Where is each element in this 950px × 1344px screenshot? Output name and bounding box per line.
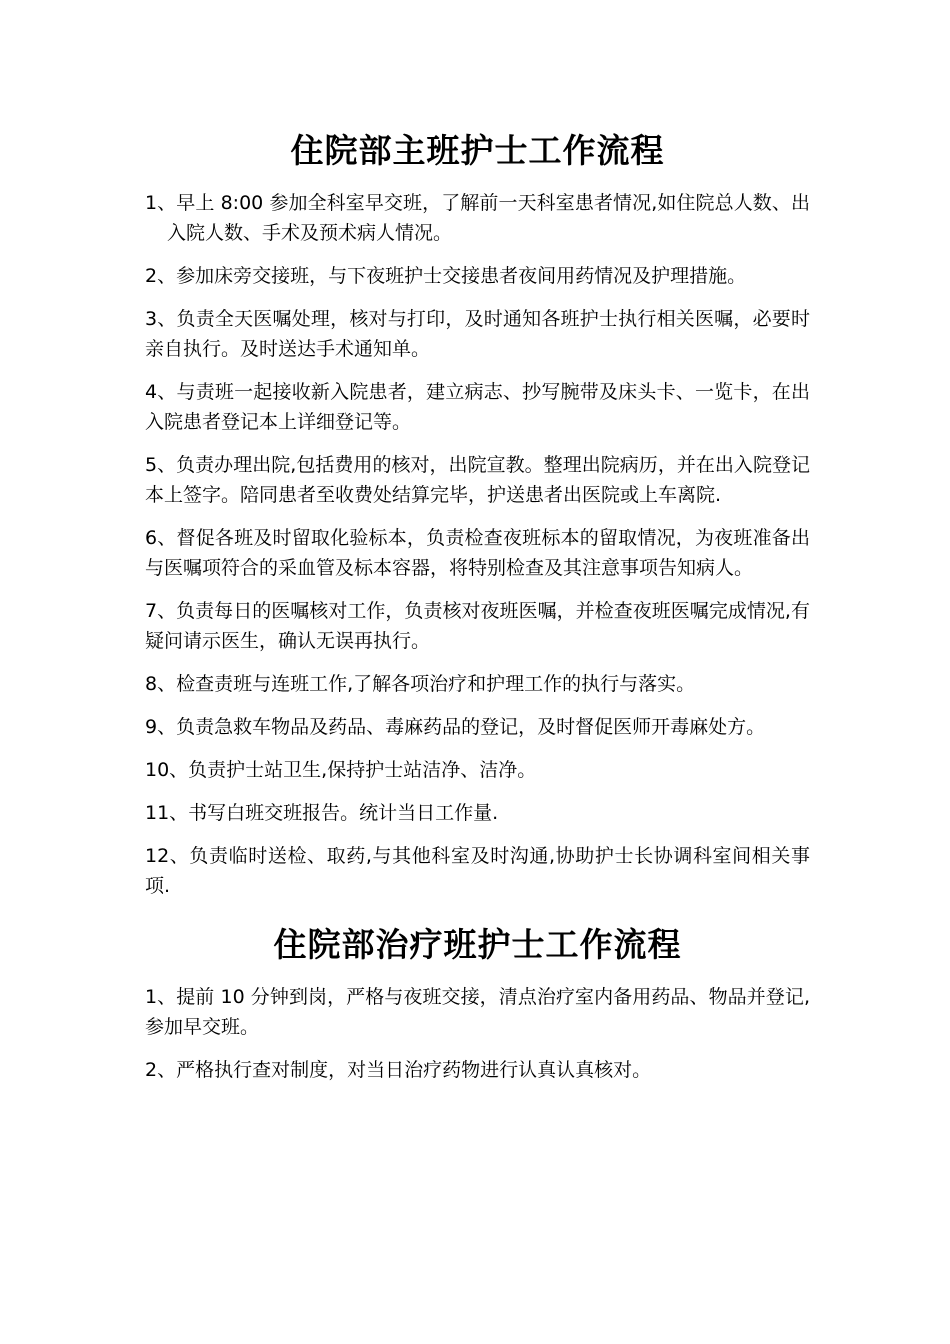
section-title-head-nurse: 住院部主班护士工作流程: [290, 131, 665, 170]
treatment-nurse-duty-list: [145, 982, 810, 1085]
head-nurse-duty-list: [145, 188, 810, 901]
list-item: 1、早上 8:00 参加全科室早交班，了解前一天科室患者情况,如住院总人数、出入院人数、手术及预术病人情况。: [145, 192, 810, 244]
list-item: 2、参加床旁交接班，与下夜班护士交接患者夜间用药情况及护理措施。: [145, 265, 747, 287]
section-title-treatment-nurse: 住院部治疗班护士工作流程: [273, 925, 682, 964]
list-item: 1、提前 10 分钟到岗，严格与夜班交接，清点治疗室内备用药品、物品并登记,参加早交班。: [145, 986, 810, 1038]
list-item: 5、负责办理出院,包括费用的核对，出院宣教。整理出院病历，并在出入院登记本上签字。陪同患者至收费处结算完毕，护送患者出医院或上车离院.: [145, 454, 810, 506]
list-item: 9、负责急救车物品及药品、毒麻药品的登记，及时督促医师开毒麻处方。: [145, 716, 766, 738]
list-item: 7、负责每日的医嘱核对工作，负责核对夜班医嘱，并检查夜班医嘱完成情况,有疑问请示医生，确认无误再执行。: [145, 600, 810, 652]
list-item: 4、与责班一起接收新入院患者，建立病志、抄写腕带及床头卡、一览卡，在出入院患者登记本上详细登记等。: [145, 381, 810, 433]
list-item: 6、督促各班及时留取化验标本，负责检查夜班标本的留取情况，为夜班准备出与医嘱项符合的采血管及标本容器，将特别检查及其注意事项告知病人。: [145, 527, 810, 579]
list-item: 11、书写白班交班报告。统计当日工作量.: [145, 802, 499, 824]
list-item: 3、负责全天医嘱处理，核对与打印，及时通知各班护士执行相关医嘱，必要时亲自执行。及时送达手术通知单。: [145, 308, 810, 360]
document-content: [145, 120, 810, 1098]
list-item: 8、检查责班与连班工作,了解各项治疗和护理工作的执行与落实。: [145, 673, 696, 695]
list-item: 10、负责护士站卫生,保持护士站洁净、洁净。: [145, 759, 537, 781]
list-item: 2、严格执行查对制度，对当日治疗药物进行认真认真核对。: [145, 1059, 652, 1081]
list-item: 12、负责临时送检、取药,与其他科室及时沟通,协助护士长协调科室间相关事项.: [145, 845, 810, 897]
